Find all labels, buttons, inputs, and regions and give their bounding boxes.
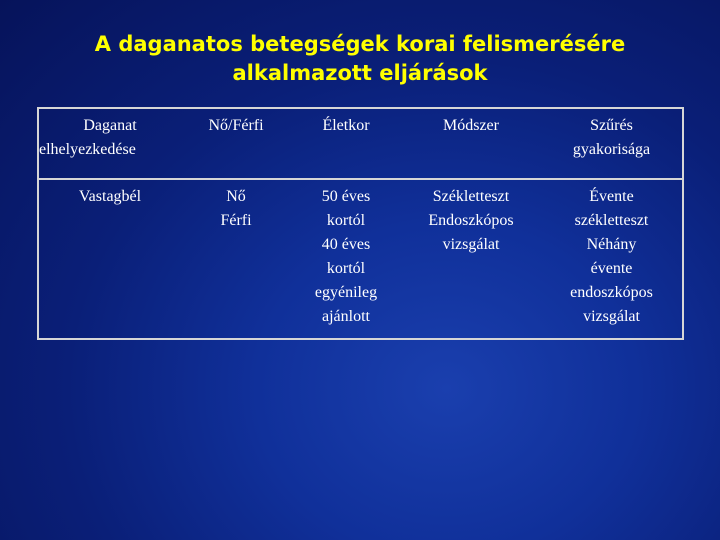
header-cell-location [38,108,181,179]
slide-title [0,30,720,88]
cell-frequency-line-3: Néhány [586,236,637,253]
cell-frequency [541,179,683,339]
cell-method-line-2: Endoszkópos [428,212,514,229]
cell-method-line-1: Székletteszt [432,188,510,205]
cell-age-line-2: kortól [326,212,366,229]
header-frequency-line-2: gyakorisága [572,141,651,158]
cell-sex-line-1: Nő [226,188,246,205]
cell-age-line-5: egyénileg [314,284,378,301]
screening-table [37,107,684,340]
cell-age-line-3: 40 éves [321,236,371,253]
cell-sex-line-2: Férfi [220,212,252,229]
slide-title-line-1: A daganatos betegségek korai felismerésére [94,32,626,56]
cell-frequency-line-1: Évente [589,188,634,205]
cell-sex [181,179,291,339]
cell-frequency-line-6: vizsgálat [583,308,640,325]
header-cell-age [291,108,401,179]
cell-location-value: Vastagbél [78,188,142,205]
cell-age-line-6: ajánlott [322,308,370,325]
table-header-row [38,108,683,179]
cell-method-line-3: vizsgálat [442,236,500,253]
cell-age [291,179,401,339]
cell-frequency-line-5: endoszkópos [570,284,653,301]
cell-age-line-4: kortól [326,260,366,277]
cell-method [401,179,541,339]
table-row [38,179,683,339]
header-method-label: Módszer [443,117,499,134]
header-cell-sex [181,108,291,179]
header-age-label: Életkor [322,117,370,134]
cell-frequency-line-4: évente [590,260,633,277]
header-location-line-1: Daganat [83,117,137,134]
header-sex-label: Nő/Férfi [208,117,264,134]
header-location-line-2: elhelyezkedése [39,141,136,158]
cell-age-line-1: 50 éves [321,188,371,205]
header-cell-frequency [541,108,683,179]
cell-location [38,179,181,339]
header-frequency-line-1: Szűrés [590,117,633,134]
header-cell-method [401,108,541,179]
slide-title-line-2: alkalmazott eljárások [232,61,488,85]
cell-frequency-line-2: székletteszt [574,212,649,229]
